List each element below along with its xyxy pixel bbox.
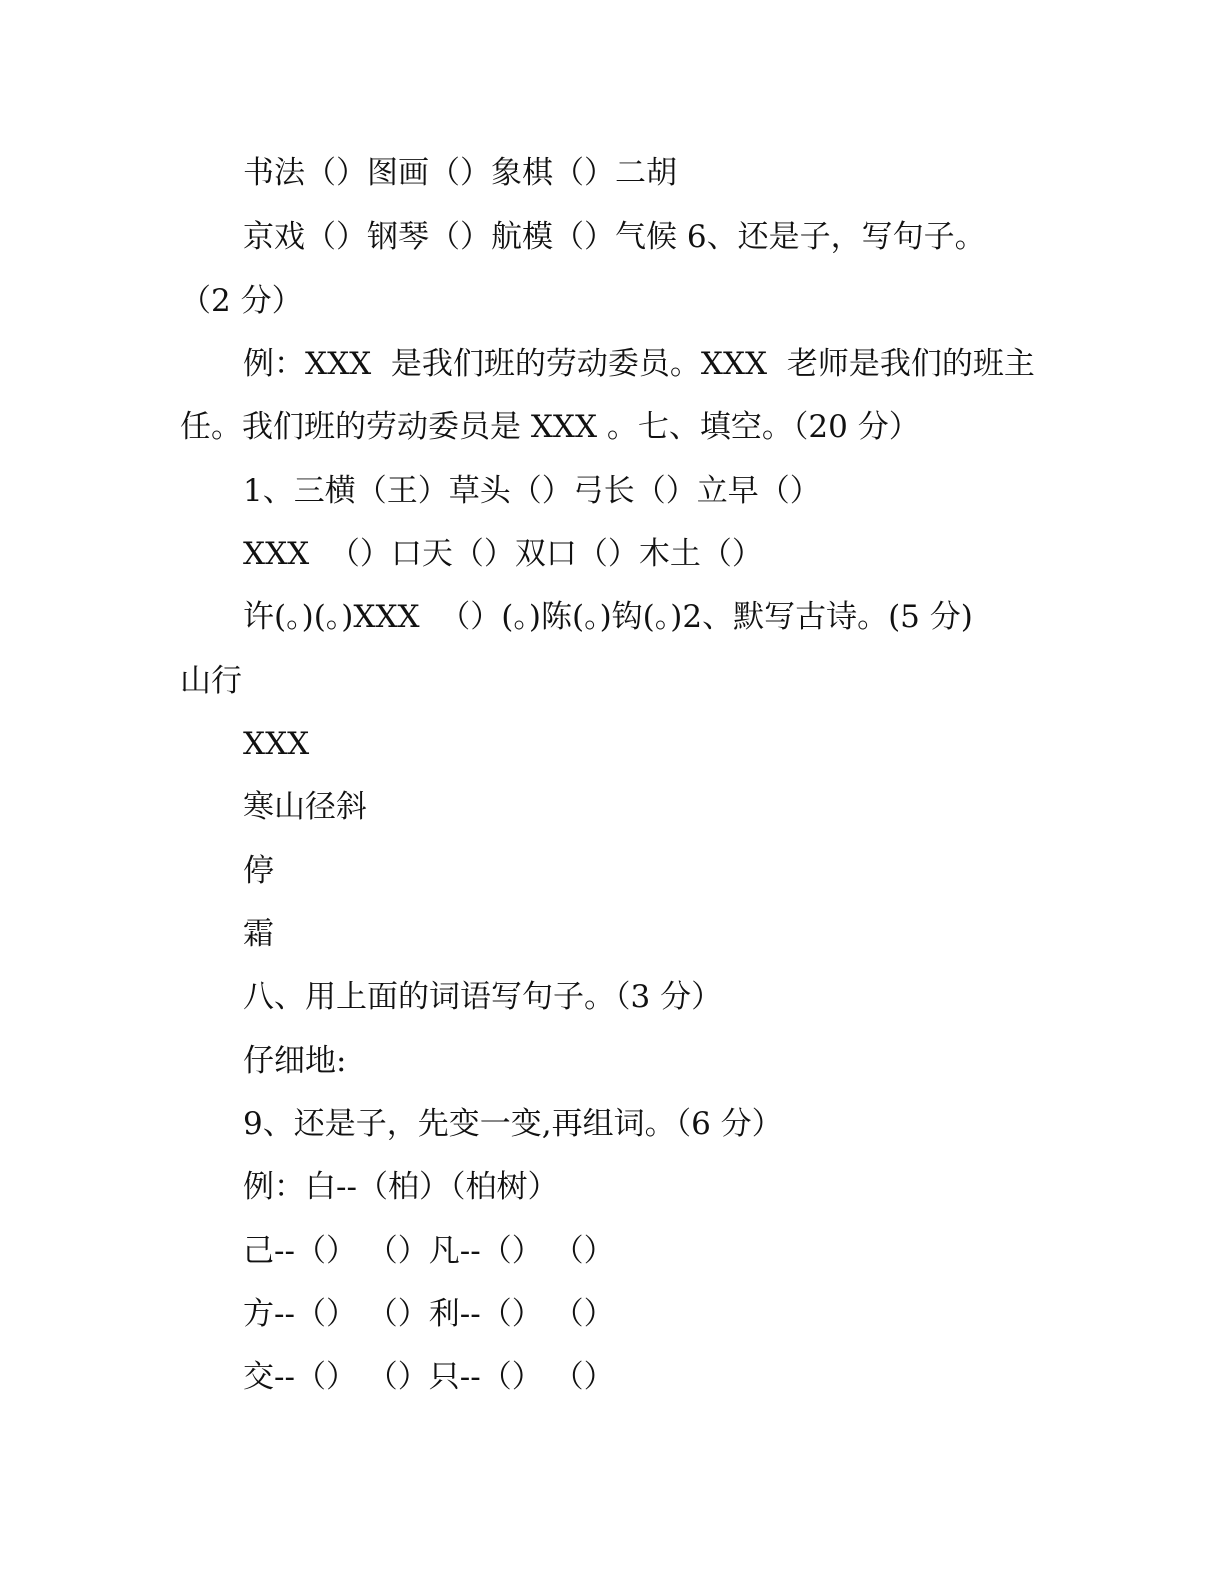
text-line-19: 方--（） （）利--（） （） [243, 1296, 615, 1332]
text-line-15: 仔细地: [243, 1043, 347, 1079]
text-line-1: 书法（）图画（）象棋（）二胡 [243, 155, 677, 191]
text-line-14: 八、用上面的词语写句子。（3 分） [243, 979, 723, 1015]
text-line-7: XXX （）口天（）双口（）木土（） [243, 536, 763, 572]
text-line-6: 1、三横（王）草头（）弓长（）立早（） [243, 473, 821, 509]
text-line-10: XXX [243, 726, 310, 762]
text-line-18: 己--（） （）凡--（） （） [243, 1233, 615, 1269]
text-line-9: 山行 [180, 663, 242, 699]
text-line-12: 停 [243, 853, 274, 889]
text-line-4: 例：XXX 是我们班的劳动委员。XXX 老师是我们的班主 [243, 346, 1035, 382]
text-line-13: 霜 [243, 916, 274, 952]
text-line-17: 例：白--（柏）（柏树） [243, 1169, 559, 1205]
text-line-20: 交--（） （）只--（） （） [243, 1359, 615, 1395]
text-line-3: （2 分） [180, 283, 303, 319]
text-line-16: 9、还是子，先变一变,再组词。（6 分） [243, 1106, 783, 1142]
text-line-5: 任。我们班的劳动委员是 XXX 。七、填空。（20 分） [180, 409, 920, 445]
text-line-8: 许(。)(。)XXX （）(。)陈(。)钩(。)2、默写古诗。(5 分) [243, 599, 973, 635]
text-line-2: 京戏（）钢琴（）航模（）气候 6、还是子，写句子。 [243, 219, 986, 255]
text-line-11: 寒山径斜 [243, 789, 367, 825]
